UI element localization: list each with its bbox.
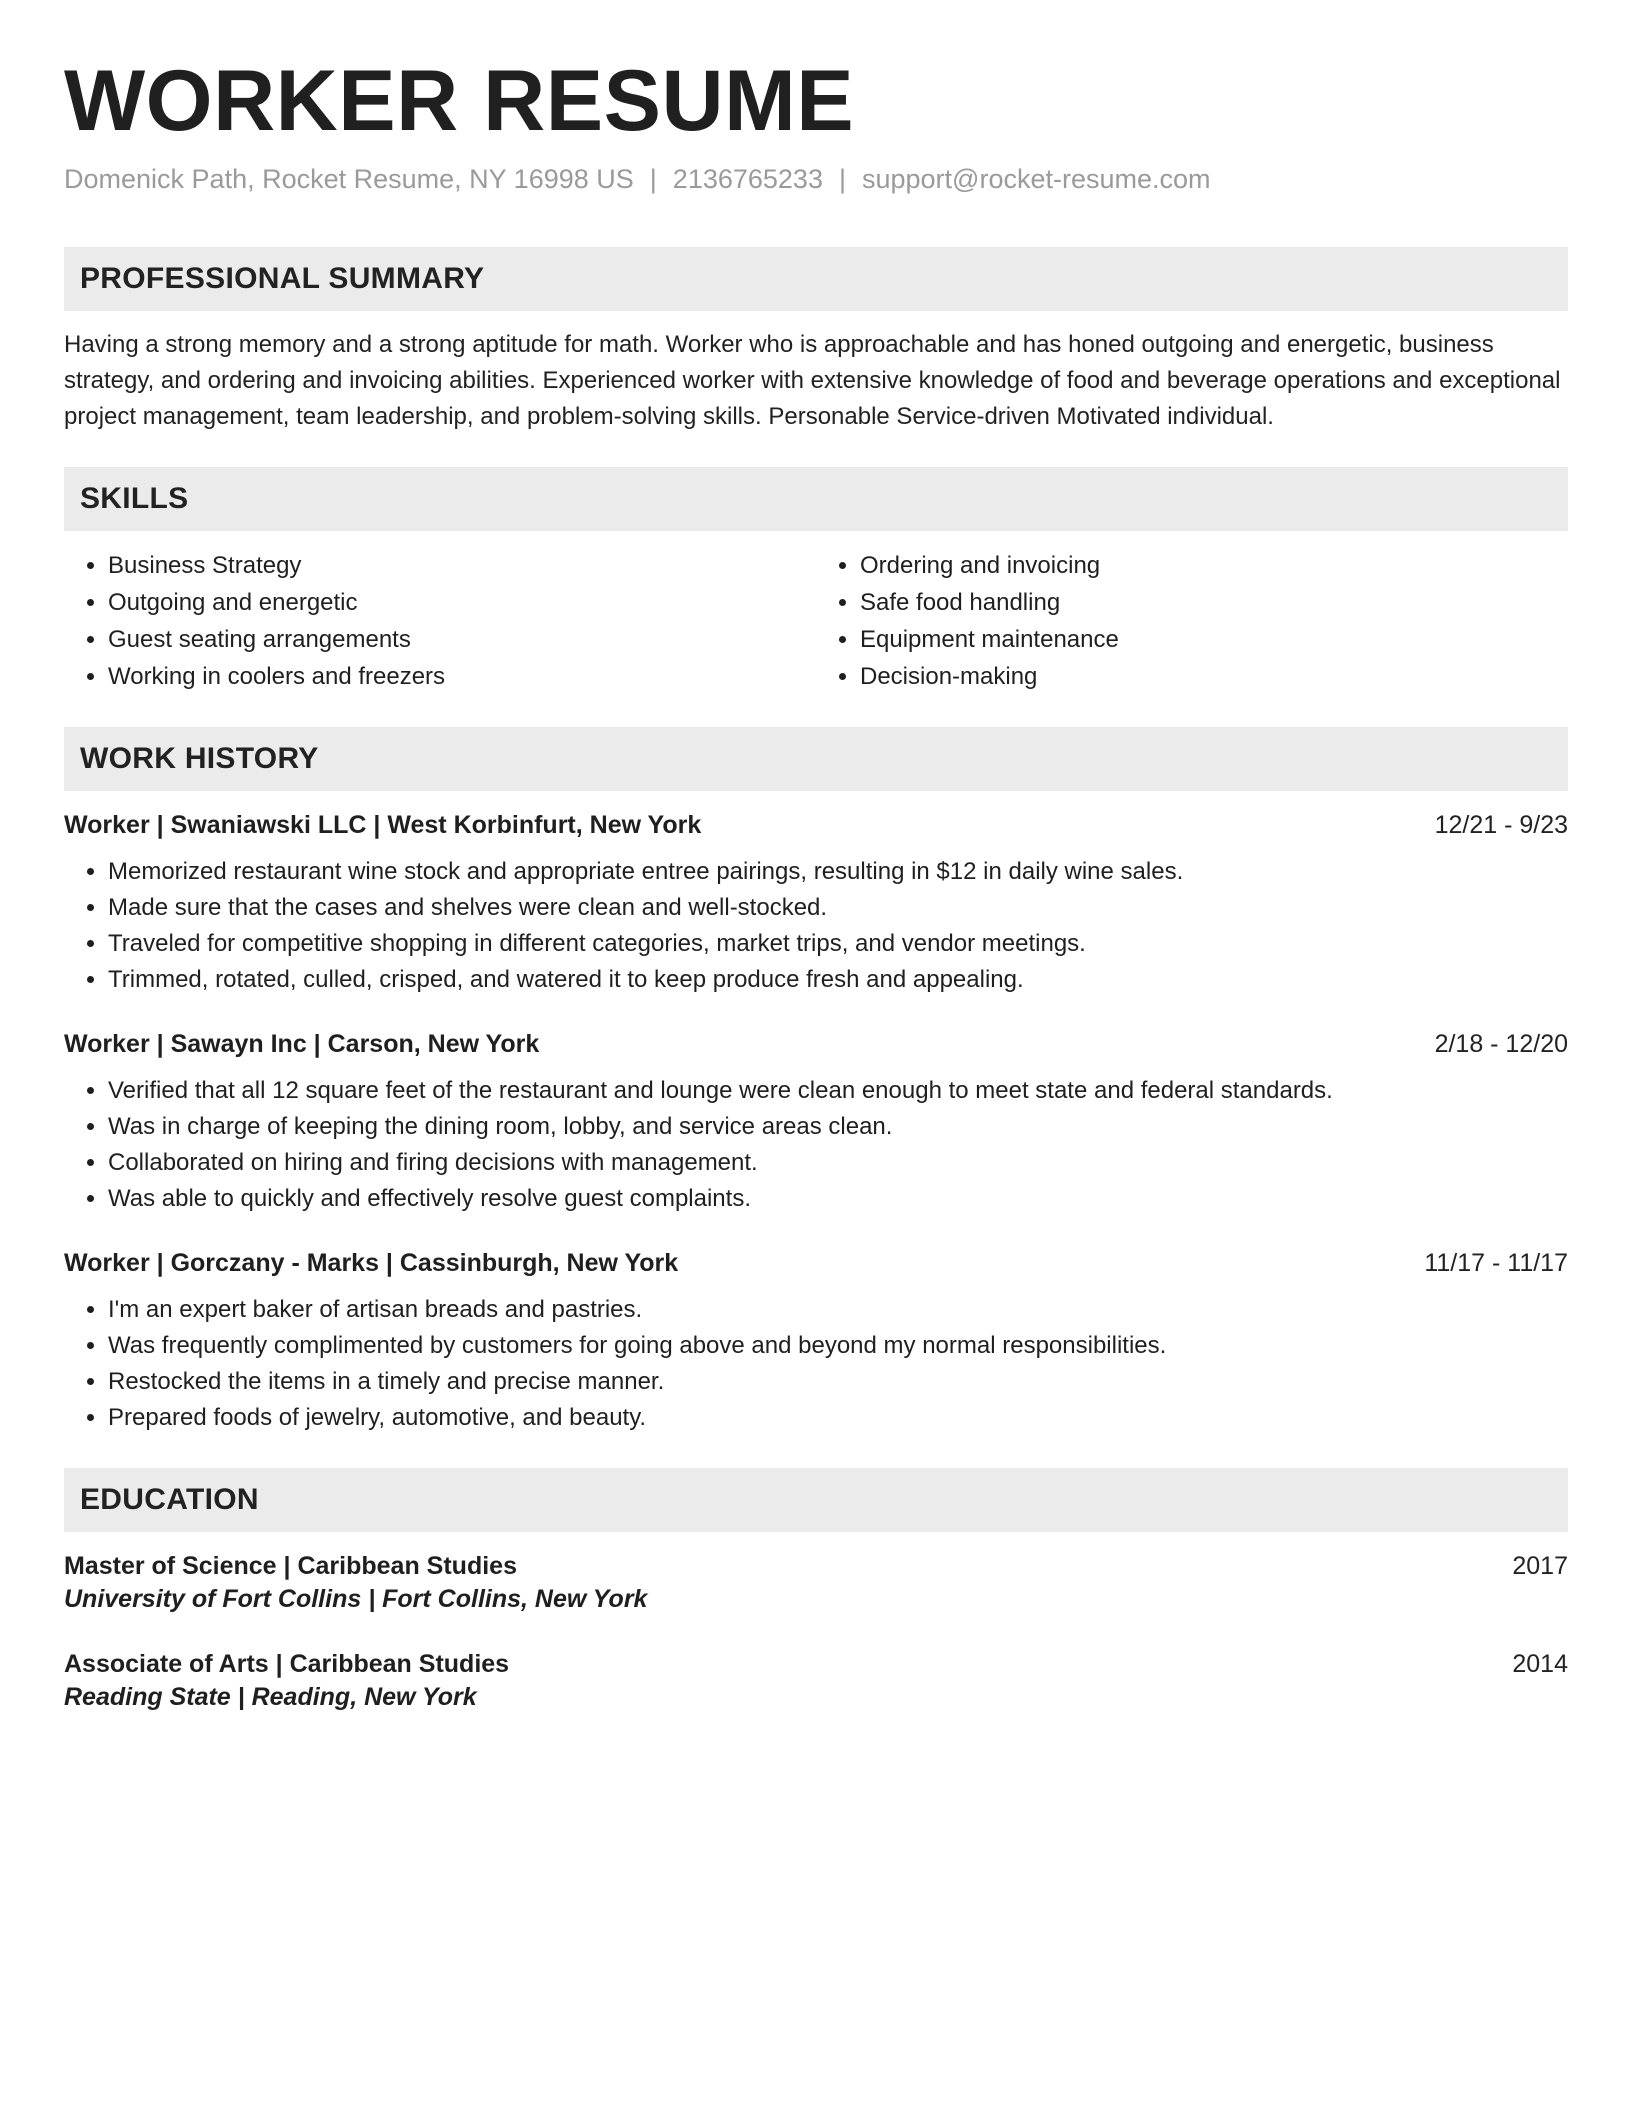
job-entry [64,1249,1568,1436]
skill-item: • Equipment maintenance [860,621,1568,658]
skills-column-left [64,547,816,695]
skill-item: • Safe food handling [860,584,1568,621]
job-bullets [64,1292,1568,1436]
skills-column-right [816,547,1568,695]
education-entry [64,1552,1568,1614]
skills-list [64,547,1568,695]
skill-item: • Outgoing and energetic [108,584,816,621]
skill-item: • Decision-making [860,658,1568,695]
job-bullet: • Verified that all 12 square feet of the restaurant and lounge were clean enough to meet state and federal standards. [108,1073,1568,1109]
degree: Associate of Arts | Caribbean Studies [64,1650,510,1679]
job-bullets [64,854,1568,998]
job-bullet: • Trimmed, rotated, culled, crisped, and watered it to keep produce fresh and appealing. [108,962,1568,998]
contact-line [64,162,1568,197]
job-dates: 2/18 - 12/20 [1434,1030,1568,1059]
education-entry [64,1650,1568,1712]
skill-item: • Ordering and invoicing [860,547,1568,584]
address: Domenick Path, Rocket Resume, NY 16998 US [64,164,634,195]
job-bullet: • Restocked the items in a timely and precise manner. [108,1364,1568,1400]
job-bullet: • Was frequently complimented by customers for going above and beyond my normal responsibilities. [108,1328,1568,1364]
job-bullet: • Made sure that the cases and shelves were clean and well-stocked. [108,890,1568,926]
skill-item: • Guest seating arrangements [108,621,816,658]
job-bullet: • Memorized restaurant wine stock and appropriate entree pairings, resulting in $12 in daily wine sales. [108,854,1568,890]
summary-text: Having a strong memory and a strong aptitude for math. Worker who is approachable and has honed outgoing and energetic, business strategy, and ordering and invoicing abilities. Experienced worker with extensive knowledge of food and beverage operations and exceptional project management, team leadership, and problem-solving skills. Personable Service-driven Motivated individual. [64,331,1561,431]
section-header-work-history: WORK HISTORY [64,727,1568,791]
job-entry [64,811,1568,998]
job-bullet: • I'm an expert baker of artisan breads and pastries. [108,1292,1568,1328]
job-title: Worker | Sawayn Inc | Carson, New York [64,1030,540,1059]
job-bullet: • Was able to quickly and effectively resolve guest complaints. [108,1181,1568,1217]
skill-item: • Working in coolers and freezers [108,658,816,695]
job-title: Worker | Swaniawski LLC | West Korbinfurt, New York [64,811,702,840]
section-header-skills: SKILLS [64,467,1568,531]
job-bullet: • Was in charge of keeping the dining room, lobby, and service areas clean. [108,1109,1568,1145]
job-bullet: • Prepared foods of jewelry, automotive, and beauty. [108,1400,1568,1436]
section-header-education: EDUCATION [64,1468,1568,1532]
job-dates: 12/21 - 9/23 [1434,811,1568,840]
contact-separator: | [649,164,657,195]
job-bullet: • Collaborated on hiring and firing decisions with management. [108,1145,1568,1181]
resume-title: WORKER RESUME [64,53,855,149]
school: Reading State | Reading, New York [64,1683,477,1712]
job-bullets [64,1073,1568,1217]
skill-item: • Business Strategy [108,547,816,584]
graduation-year: 2014 [1512,1650,1568,1679]
graduation-year: 2017 [1512,1552,1568,1581]
job-title: Worker | Gorczany - Marks | Cassinburgh, New York [64,1249,679,1278]
job-entry [64,1030,1568,1217]
section-header-summary: PROFESSIONAL SUMMARY [64,247,1568,311]
degree: Master of Science | Caribbean Studies [64,1552,517,1581]
contact-separator: | [838,164,846,195]
job-bullet: • Traveled for competitive shopping in different categories, market trips, and vendor meetings. [108,926,1568,962]
job-dates: 11/17 - 11/17 [1424,1249,1568,1278]
phone: 2136765233 [672,164,823,195]
email-link[interactable]: support@rocket-resume.com [861,164,1211,195]
school: University of Fort Collins | Fort Collins, New York [64,1585,648,1614]
